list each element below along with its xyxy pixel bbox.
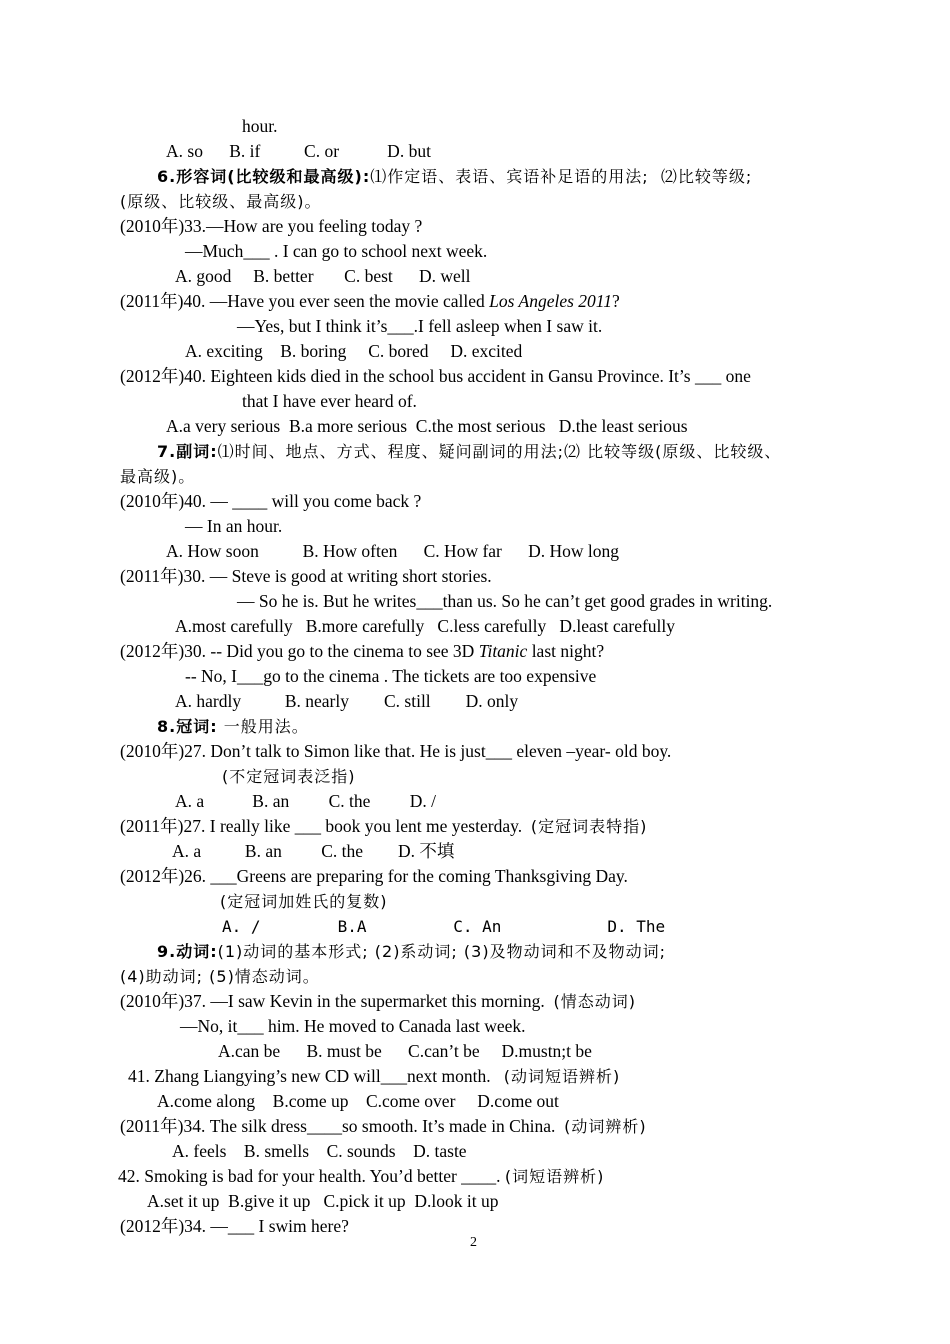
text-line: -- No, I___go to the cinema . The tickets are too expensive [185,666,597,686]
options-line: A. a B. an C. the D. 不填 [172,841,455,861]
question-line: (2012年)26. ___Greens are preparing for the coming Thanksgiving Day. [120,866,628,886]
question-line: 42. Smoking is bad for your health. You’d better ____. (词短语辨析) [118,1166,605,1186]
question-line: (2011年)40. —Have you ever seen the movie called Los Angeles 2011? [120,291,620,311]
question-line: (2012年)30. -- Did you go to the cinema to see 3D Titanic last night? [120,641,605,661]
question-line: (2012年)40. Eighteen kids died in the school bus accident in Gansu Province. It’s ___ one [120,366,751,386]
text-line: 最高级)。 [120,467,196,486]
question-line: (2011年)27. I really like ___ book you lent me yesterday. (定冠词表特指) [120,816,648,836]
text-line: —No, it___ him. He moved to Canada last week. [180,1016,526,1036]
options-line: A. so B. if C. or D. but [166,141,431,161]
section-heading-articles: 8.冠词: 一般用法。 [157,717,309,736]
options-line: A. feels B. smells C. sounds D. taste [172,1141,467,1161]
text-line: that I have ever heard of. [242,391,417,411]
question-line: (2011年)34. The silk dress____so smooth. It’s made in China. (动词辨析) [120,1116,647,1136]
options-line: A.come along B.come up C.come over D.come out [157,1091,559,1111]
options-line: A.most carefully B.more carefully C.less carefully D.least carefully [175,616,676,636]
options-line: A. How soon B. How often C. How far D. How long [166,541,620,561]
text-line: (4)助动词; (5)情态动词。 [120,967,320,986]
question-line: (2010年)40. — ____ will you come back ? [120,491,422,511]
text-line: — So he is. But he writes___than us. So he can’t get good grades in writing. [237,591,773,611]
options-line: A. exciting B. boring C. bored D. excited [185,341,523,361]
text-line: — In an hour. [185,516,283,536]
question-line: (2012年)34. —___ I swim here? [120,1216,349,1236]
note-line: (不定冠词表泛指) [222,767,356,786]
question-line: (2010年)37. —I saw Kevin in the supermarket this morning. (情态动词) [120,991,637,1011]
question-line: (2011年)30. — Steve is good at writing short stories. [120,566,492,586]
options-line: A. a B. an C. the D. / [175,791,437,811]
question-line: 41. Zhang Liangying’s new CD will___next month. (动词短语辨析) [128,1066,621,1086]
note-line: (定冠词加姓氏的复数) [220,892,388,911]
page-number: 2 [470,1235,477,1250]
options-line: A.set it up B.give it up C.pick it up D.look it up [147,1191,499,1211]
options-line: A. good B. better C. best D. well [175,266,471,286]
text-line: hour. [242,116,278,136]
text-line: (原级、比较级、最高级)。 [120,192,322,211]
options-line: A.a very serious B.a more serious C.the most serious D.the least serious [166,416,688,436]
question-line: (2010年)27. Don’t talk to Simon like that. He is just___ eleven –year- old boy. [120,741,672,761]
section-heading-verbs: 9.动词:(1)动词的基本形式; (2)系动词; (3)及物动词和不及物动词; [157,942,666,961]
options-line: A.can be B. must be C.can’t be D.mustn;t be [218,1041,592,1061]
text-line: —Much___ . I can go to school next week. [185,241,488,261]
options-line: A. hardly B. nearly C. still D. only [175,691,519,711]
section-heading-adjectives: 6.形容词(比较级和最高级):⑴作定语、表语、宾语补足语的用法; ⑵比较等级; [157,167,753,186]
question-line: (2010年)33.—How are you feeling today ? [120,216,423,236]
text-line: —Yes, but I think it’s___.I fell asleep when I saw it. [237,316,603,336]
options-line: A. / B.A C. An D. The [222,917,666,936]
section-heading-adverbs: 7.副词:⑴时间、地点、方式、程度、疑问副词的用法;⑵ 比较等级(原级、比较级、 [157,442,782,461]
